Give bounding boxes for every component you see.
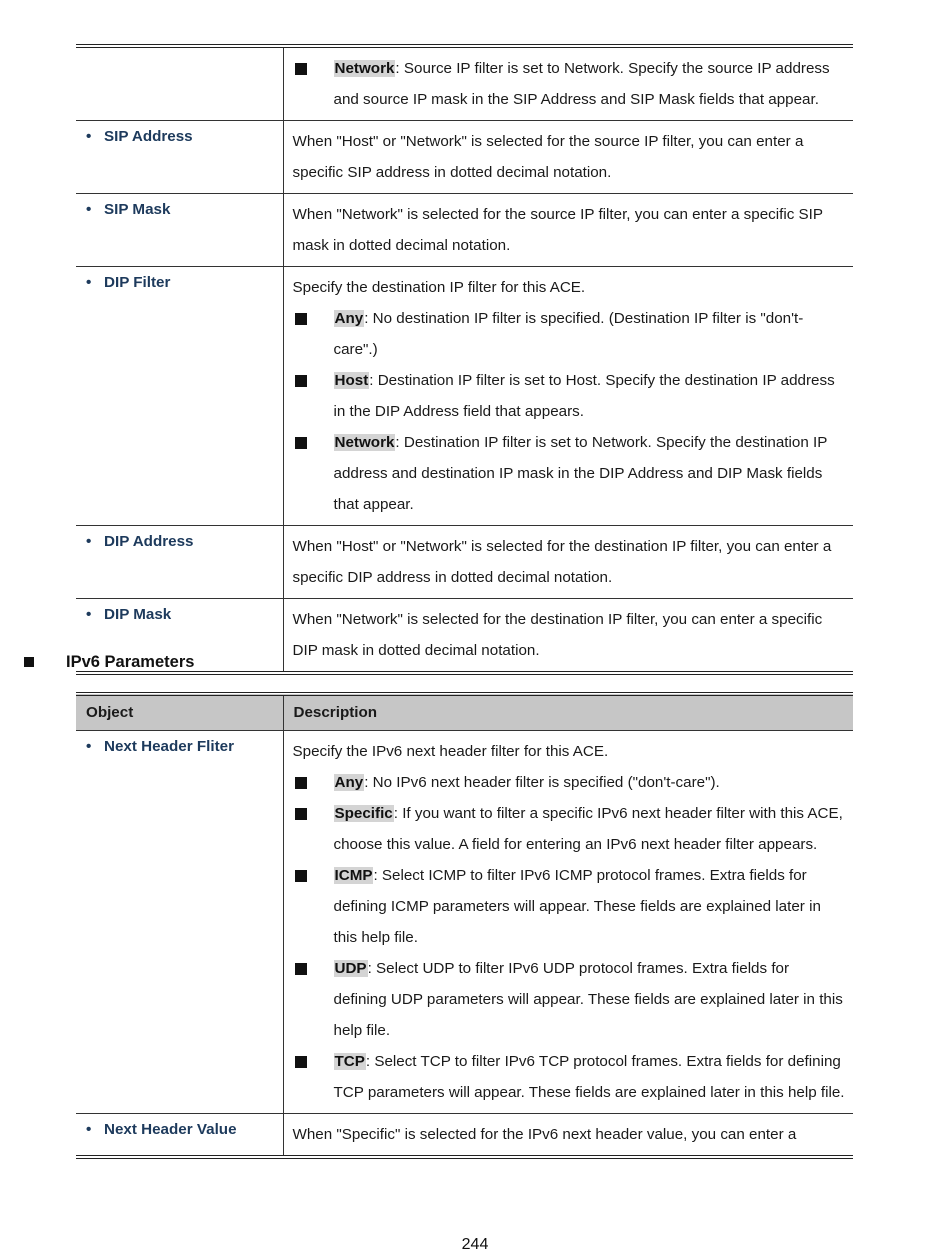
option-text: : Destination IP filter is set to Network. Specify the destination IP address and destination IP mask in the DIP Address and DIP Mask fields that appear. (333, 434, 828, 513)
object-cell (76, 267, 283, 526)
list-item (293, 365, 846, 427)
round-bullet-icon: • (86, 201, 92, 218)
option-keyword: TCP (334, 1053, 365, 1070)
section-title: IPv6 Parameters (66, 652, 195, 671)
object-cell (76, 46, 283, 121)
option-text: : No destination IP filter is specified. (Destination IP filter is "don't-care".) (333, 310, 804, 358)
option-keyword: Any (334, 310, 364, 327)
option-keyword: ICMP (334, 867, 373, 884)
table-body (76, 46, 853, 673)
description-cell (283, 599, 853, 674)
object-name: DIP Address (104, 533, 194, 550)
list-item (293, 953, 846, 1046)
list-item (293, 860, 846, 953)
description-text: When "Specific" is selected for the IPv6 next header value, you can enter a (292, 1126, 797, 1143)
description-cell (283, 526, 853, 599)
square-bullet-icon (293, 365, 334, 427)
description-cell (283, 1114, 853, 1158)
round-bullet-icon: • (86, 1121, 92, 1138)
table-header (76, 694, 853, 731)
option-keyword: Specific (334, 805, 393, 822)
object-name: DIP Mask (104, 606, 172, 623)
option-text: : No IPv6 next header filter is specified ("don't-care"). (364, 774, 720, 791)
square-bullet-icon (293, 427, 334, 520)
option-text: : Select ICMP to filter IPv6 ICMP protocol frames. Extra fields for defining ICMP parameters will appear. These fields are explained later in this help file. (333, 867, 821, 946)
column-header-object: Object (76, 694, 283, 731)
description-text: Specify the destination IP filter for this ACE. (292, 279, 586, 296)
option-text: : If you want to filter a specific IPv6 next header filter with this ACE, choose this value. A field for entering an IPv6 next header filter appears. (333, 805, 843, 853)
option-text: : Select TCP to filter IPv6 TCP protocol frames. Extra fields for defining TCP parameters will appear. These fields are explained later in this help file. (333, 1053, 845, 1101)
object-name: Next Header Value (104, 1121, 237, 1138)
list-item (293, 303, 846, 365)
round-bullet-icon: • (86, 274, 92, 291)
description-text: When "Network" is selected for the destination IP filter, you can enter a specific DIP mask in dotted decimal notation. (292, 611, 823, 659)
object-name: Next Header Fliter (104, 738, 234, 755)
table-row (76, 526, 853, 599)
description-text: When "Network" is selected for the source IP filter, you can enter a specific SIP mask in dotted decimal notation. (292, 206, 823, 254)
header-row (76, 694, 853, 731)
object-cell (76, 526, 283, 599)
table-row (76, 194, 853, 267)
object-name: DIP Filter (104, 274, 171, 291)
table-row (76, 267, 853, 526)
square-bullet-icon (293, 798, 334, 860)
round-bullet-icon: • (86, 533, 92, 550)
ip-filter-table (76, 44, 853, 675)
square-bullet-icon (293, 860, 334, 953)
section-heading (24, 650, 194, 674)
list-item (293, 1046, 846, 1108)
option-keyword: Any (334, 774, 364, 791)
description-text: When "Host" or "Network" is selected for the destination IP filter, you can enter a specific DIP address in dotted decimal notation. (292, 538, 832, 586)
table-row (76, 121, 853, 194)
list-item (293, 427, 846, 520)
table-row (76, 46, 853, 121)
page-number: 244 (461, 1236, 489, 1253)
table-body (76, 731, 853, 1158)
description-text: When "Host" or "Network" is selected for the source IP filter, you can enter a specific SIP address in dotted decimal notation. (292, 133, 804, 181)
square-bullet-icon (293, 953, 334, 1046)
square-bullet-icon (24, 657, 34, 667)
square-bullet-icon (293, 767, 334, 798)
square-bullet-icon (293, 1046, 334, 1108)
description-cell (283, 194, 853, 267)
description-cell (283, 121, 853, 194)
description-cell (283, 267, 853, 526)
column-header-description: Description (283, 694, 853, 731)
object-name: SIP Mask (104, 201, 171, 218)
option-keyword: Network (334, 60, 395, 77)
round-bullet-icon: • (86, 606, 92, 623)
description-cell (283, 731, 853, 1114)
table-row (76, 731, 853, 1114)
option-text: : Destination IP filter is set to Host. Specify the destination IP address in the DIP Address field that appears. (333, 372, 835, 420)
list-item (293, 53, 846, 115)
list-item (293, 767, 846, 798)
description-cell (283, 46, 853, 121)
description-text: Specify the IPv6 next header filter for this ACE. (292, 743, 609, 760)
option-text: : Source IP filter is set to Network. Specify the source IP address and source IP mask in the SIP Address and SIP Mask fields that appear. (333, 60, 830, 108)
option-keyword: Network (334, 434, 395, 451)
object-cell (76, 1114, 283, 1158)
option-keyword: UDP (334, 960, 367, 977)
round-bullet-icon: • (86, 738, 92, 755)
object-name: SIP Address (104, 128, 193, 145)
square-bullet-icon (293, 53, 334, 115)
square-bullet-icon (293, 303, 334, 365)
option-keyword: Host (334, 372, 369, 389)
object-cell (76, 731, 283, 1114)
ipv6-parameters-table (76, 692, 853, 1159)
option-text: : Select UDP to filter IPv6 UDP protocol frames. Extra fields for defining UDP parameters will appear. These fields are explained later in this help file. (333, 960, 843, 1039)
object-cell (76, 121, 283, 194)
table-row (76, 1114, 853, 1158)
object-cell (76, 194, 283, 267)
list-item (293, 798, 846, 860)
round-bullet-icon: • (86, 128, 92, 145)
